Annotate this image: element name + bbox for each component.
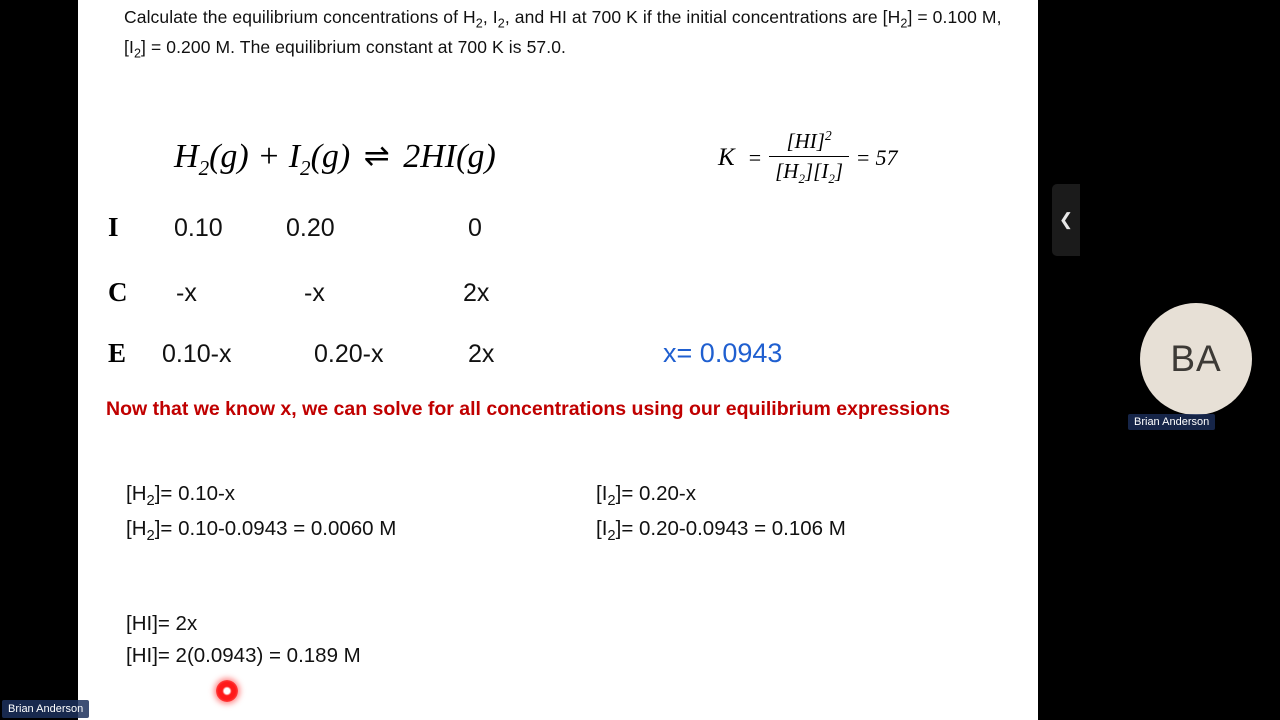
result-i2-block xyxy=(596,478,846,548)
equation-hi: HI xyxy=(420,138,457,175)
result-h2-line1 xyxy=(126,478,396,513)
equation-h2-state: (g) xyxy=(209,138,249,175)
k-den-a-sub: 2 xyxy=(798,171,805,187)
question-sub-h2b: 2 xyxy=(900,16,908,31)
avatar: BA xyxy=(1140,303,1252,415)
result-hi-line2: [HI]= 2(0.0943) = 0.189 M xyxy=(126,643,361,667)
ice-initial-hi: 0 xyxy=(468,214,482,242)
x-solution xyxy=(663,338,782,369)
self-name-label: Brian Anderson xyxy=(2,700,89,718)
question-sub-i2: 2 xyxy=(497,16,505,31)
k-den-b: ][I xyxy=(804,159,829,183)
equation-h2: H xyxy=(174,138,199,175)
question-line1-c: , and HI at 700 K if the initial xyxy=(504,7,727,27)
result-i2-line2-a: [I xyxy=(596,516,608,540)
k-fraction xyxy=(769,128,849,187)
ice-initial-h2: 0.10 xyxy=(174,214,223,242)
k-equals-sign-2: = xyxy=(857,144,870,170)
equation-coefficient: 2 xyxy=(403,138,421,175)
result-i2-line1-b: ]= 0.20-x xyxy=(615,482,696,505)
equilibrium-constant-expression xyxy=(718,128,897,187)
shared-slide[interactable] xyxy=(78,0,1038,720)
result-h2-line1-b: ]= 0.10-x xyxy=(154,482,236,505)
k-denominator xyxy=(769,156,849,187)
ice-change-i2: -x xyxy=(304,279,325,307)
question-line2-b: ] = 0.100 M, [I xyxy=(124,7,1002,57)
k-symbol: K xyxy=(718,143,735,171)
participant-name-label: Brian Anderson xyxy=(1128,414,1215,430)
left-letterbox-band xyxy=(0,0,78,720)
result-i2-line2-b: ]= 0.20-0.0943 = 0.106 M xyxy=(615,516,846,540)
k-den-b-sub: 2 xyxy=(828,171,835,187)
x-solution-label: x= xyxy=(663,338,693,368)
balanced-equation xyxy=(174,138,496,181)
question-text xyxy=(124,4,1004,64)
result-i2-line1 xyxy=(596,478,846,513)
result-h2-line2-sub: 2 xyxy=(146,528,155,545)
chevron-left-icon: ❮ xyxy=(1058,210,1074,229)
question-line2-c: ] = 0.200 M. The equilibrium constant at 700 K is xyxy=(141,36,522,57)
result-i2-line2 xyxy=(596,513,846,548)
result-h2-line1-sub: 2 xyxy=(146,493,155,510)
equation-h2-sub: 2 xyxy=(198,155,210,180)
equation-hi-state: (g) xyxy=(456,138,496,175)
instructor-note: Now that we know x, we can solve for all concentrations using our equilibrium expressions xyxy=(106,398,951,420)
equation-i2-state: (g) xyxy=(310,138,351,175)
x-solution-value: 0.0943 xyxy=(699,338,783,368)
equilibrium-arrow-icon: ⇌ xyxy=(363,138,390,173)
ice-initial-i2: 0.20 xyxy=(286,214,335,242)
k-value: 57 xyxy=(875,144,898,170)
ice-change-h2: -x xyxy=(176,279,197,307)
k-numerator xyxy=(780,128,837,156)
equation-i2-sub: 2 xyxy=(300,155,311,180)
result-h2-block xyxy=(126,478,396,548)
collapse-panel-button[interactable] xyxy=(1052,184,1080,256)
question-line3: 57.0. xyxy=(526,36,567,57)
question-sub-i2b: 2 xyxy=(133,46,142,61)
question-line1-a: Calculate the equilibrium concentrations of H xyxy=(124,7,476,27)
question-line1-b: , I xyxy=(482,7,498,27)
result-hi-line1: [HI]= 2x xyxy=(126,612,198,635)
ice-row-label-initial: I xyxy=(108,212,119,242)
ice-equilibrium-h2: 0.10-x xyxy=(162,340,232,368)
ice-equilibrium-i2: 0.20-x xyxy=(314,340,384,368)
result-h2-line1-a: [H xyxy=(126,482,147,505)
equation-i2: I xyxy=(288,138,301,175)
ice-row-label-change: C xyxy=(108,277,128,307)
question-sub-h2: 2 xyxy=(475,16,483,31)
ice-equilibrium-hi: 2x xyxy=(468,340,495,368)
k-den-a: [H xyxy=(775,159,799,183)
equation-plus: + xyxy=(257,138,281,175)
result-h2-line2 xyxy=(126,513,396,548)
ice-change-hi: 2x xyxy=(463,279,490,307)
k-equals-sign: = xyxy=(748,144,762,170)
result-i2-line2-sub: 2 xyxy=(607,528,616,545)
k-numerator-exponent: 2 xyxy=(824,128,832,143)
result-i2-line1-a: [I xyxy=(596,482,608,505)
slide-content xyxy=(78,0,1038,720)
k-den-c: ] xyxy=(834,159,844,183)
result-h2-line2-b: ]= 0.10-0.0943 = 0.0060 M xyxy=(154,516,397,540)
result-h2-line2-a: [H xyxy=(126,516,147,540)
question-line2-a: concentrations are [H xyxy=(731,7,901,27)
result-hi-block xyxy=(126,608,361,672)
laser-pointer-icon xyxy=(216,680,238,702)
participant-video-tile[interactable] xyxy=(1038,0,1280,720)
ice-row-label-equilibrium: E xyxy=(108,338,127,368)
result-i2-line1-sub: 2 xyxy=(607,493,616,510)
k-numerator-text: [HI] xyxy=(786,129,825,153)
